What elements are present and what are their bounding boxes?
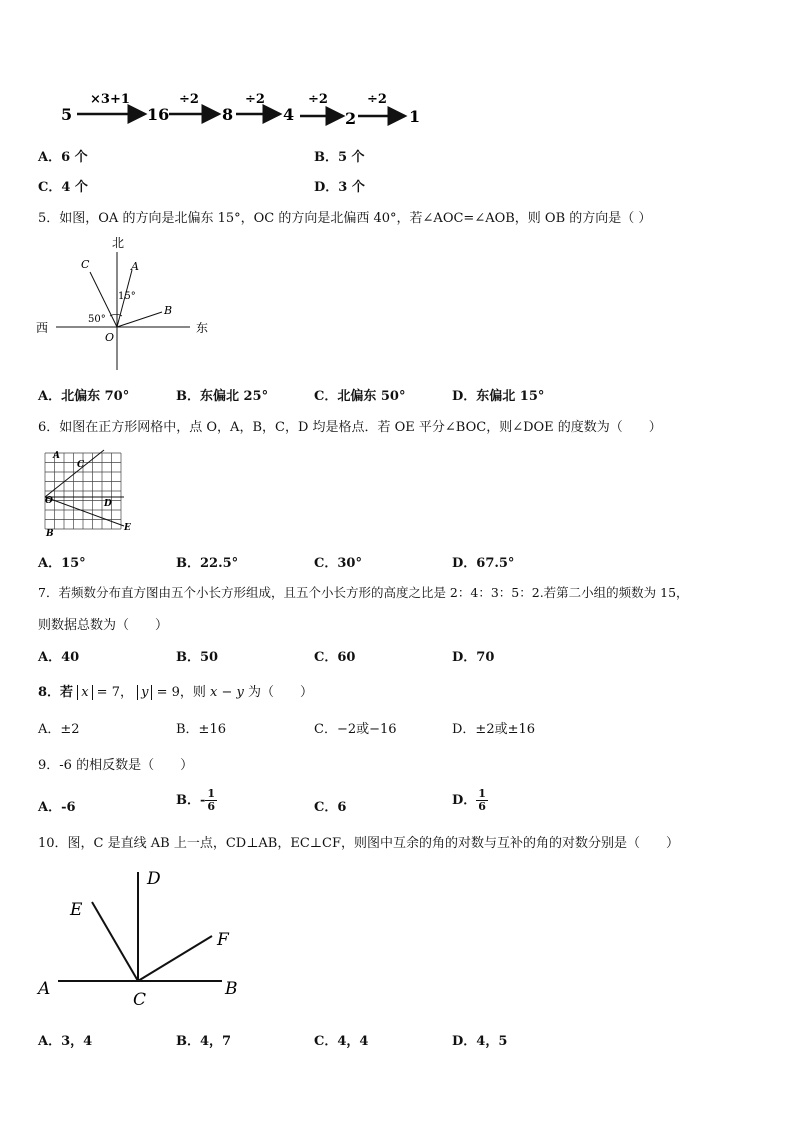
q9-option-b-denominator: 6	[207, 800, 216, 813]
q8-eq9: = 9，则	[156, 685, 206, 700]
q6-label-b: B	[46, 529, 54, 539]
q6-option-c[interactable]: C．30°	[314, 556, 362, 571]
q10-label-d: D	[147, 869, 161, 889]
chain-num-8: 8	[222, 105, 234, 124]
q6-ray-oe	[45, 497, 124, 526]
q8-option-d[interactable]: D．±2或±16	[452, 722, 536, 737]
q5-label-east: 东	[196, 321, 209, 335]
q10-option-c[interactable]: C．4，4	[314, 1034, 369, 1049]
q9-option-c[interactable]: C．6	[314, 800, 347, 815]
operation-chain	[55, 88, 435, 128]
q9-option-d-fraction	[476, 788, 488, 813]
q8-abs-x: x	[77, 685, 92, 700]
q6-option-a[interactable]: A．15°	[38, 556, 86, 571]
chain-num-4: 4	[283, 105, 295, 124]
q9-option-a[interactable]: A．-6	[38, 800, 76, 815]
q10-label-a: A	[38, 979, 51, 999]
q8-option-b[interactable]: B．±16	[176, 722, 226, 737]
q5-stem: 5．如图，OA 的方向是北偏东 15°，OC 的方向是北偏西 40°，若∠AOC=∠AOB，则 OB 的方向是（ ）	[38, 211, 652, 226]
q7-stem-line1: 7．若频数分布直方图由五个小长方形组成，且五个小长方形的高度之比是 2：4：3：5：2.若第二小组的频数为 15，	[38, 585, 689, 600]
q5-option-c[interactable]: C．北偏东 50°	[314, 389, 406, 404]
q4-option-a[interactable]: A．6 个	[38, 150, 88, 165]
q8-suffix: 为（ ）	[248, 685, 314, 700]
q6-option-b[interactable]: B．22.5°	[176, 556, 239, 571]
q9-option-b[interactable]	[176, 788, 217, 813]
q7-option-a[interactable]: A．40	[38, 650, 80, 665]
q7-option-c[interactable]: C．60	[314, 650, 356, 665]
q5-ray-ob	[117, 312, 162, 327]
q10-label-c: C	[133, 990, 147, 1010]
q6-label-d: D	[104, 499, 112, 509]
chain-op-5: ÷2	[367, 92, 387, 107]
q10-option-b[interactable]: B．4，7	[176, 1034, 232, 1049]
q5-label-a: A	[131, 260, 139, 273]
q9-option-d[interactable]	[452, 788, 488, 813]
q6-label-o: O	[45, 496, 53, 506]
q8-expr: x − y	[210, 685, 244, 700]
q4-option-d[interactable]: D．3 个	[314, 180, 365, 195]
q7-option-d[interactable]: D．70	[452, 650, 495, 665]
q10-label-e: E	[70, 900, 83, 920]
q5-label-50: 50°	[88, 314, 106, 325]
q7-option-b[interactable]: B．50	[176, 650, 219, 665]
q10-ray-cf	[138, 936, 212, 981]
q10-label-b: B	[225, 979, 238, 999]
q9-option-d-prefix: D．	[452, 793, 477, 808]
q10-ray-ce	[92, 902, 138, 981]
q7-stem-line2: 则数据总数为（ ）	[38, 618, 169, 633]
q6-grid-figure	[38, 448, 138, 540]
q8-prefix: 8．若	[38, 685, 74, 700]
q6-stem: 6．如图在正方形网格中，点 O，A，B，C，D 均是格点．若 OE 平分∠BOC，则∠DOE 的度数为（ ）	[38, 420, 662, 435]
q5-figure	[30, 230, 220, 375]
q5-label-west: 西	[36, 321, 49, 335]
q6-label-a: A	[53, 451, 60, 461]
q9-stem: 9．-6 的相反数是（ ）	[38, 758, 194, 773]
chain-op-3: ÷2	[245, 92, 265, 107]
q9-option-d-denominator: 6	[478, 800, 486, 813]
q4-option-b[interactable]: B．5 个	[314, 150, 365, 165]
q10-option-a[interactable]: A．3，4	[38, 1034, 93, 1049]
q5-label-north: 北	[112, 236, 125, 250]
q9-option-b-fraction	[205, 788, 217, 813]
q8-option-c[interactable]: C．−2或−16	[314, 722, 397, 737]
q5-label-b: B	[164, 304, 173, 317]
q10-stem: 10．图，C 是直线 AB 上一点，CD⊥AB，EC⊥CF，则图中互余的角的对数与互补的角的对数分别是（ ）	[38, 836, 679, 851]
chain-num-2: 2	[345, 109, 357, 128]
q8-option-a[interactable]: A．±2	[38, 722, 80, 737]
q9-option-b-prefix: B．-	[176, 793, 206, 808]
chain-num-16: 16	[147, 105, 170, 124]
chain-op-2: ÷2	[179, 92, 199, 107]
q6-label-c: C	[77, 460, 85, 470]
chain-op-1: ×3+1	[90, 92, 130, 107]
q5-label-15: 15°	[118, 291, 136, 302]
q8-stem	[38, 681, 313, 700]
chain-num-5: 5	[61, 105, 73, 124]
q9-option-d-numerator: 1	[478, 787, 486, 800]
q10-label-f: F	[217, 930, 229, 950]
q5-option-a[interactable]: A．北偏东 70°	[38, 389, 130, 404]
q9-option-b-numerator: 1	[207, 787, 216, 800]
chain-num-1: 1	[409, 107, 421, 126]
q5-option-b[interactable]: B．东偏北 25°	[176, 389, 269, 404]
q8-abs-y: y	[137, 685, 152, 700]
q5-label-o: O	[105, 331, 115, 344]
q6-label-e: E	[124, 523, 131, 533]
q4-option-c[interactable]: C．4 个	[38, 180, 88, 195]
q8-eq7: = 7，	[96, 685, 133, 700]
q10-option-d[interactable]: D．4，5	[452, 1034, 508, 1049]
chain-op-4: ÷2	[308, 92, 328, 107]
q10-figure	[34, 860, 254, 1010]
q5-option-d[interactable]: D．东偏北 15°	[452, 389, 545, 404]
q6-option-d[interactable]: D．67.5°	[452, 556, 515, 571]
q5-label-c: C	[81, 258, 90, 271]
